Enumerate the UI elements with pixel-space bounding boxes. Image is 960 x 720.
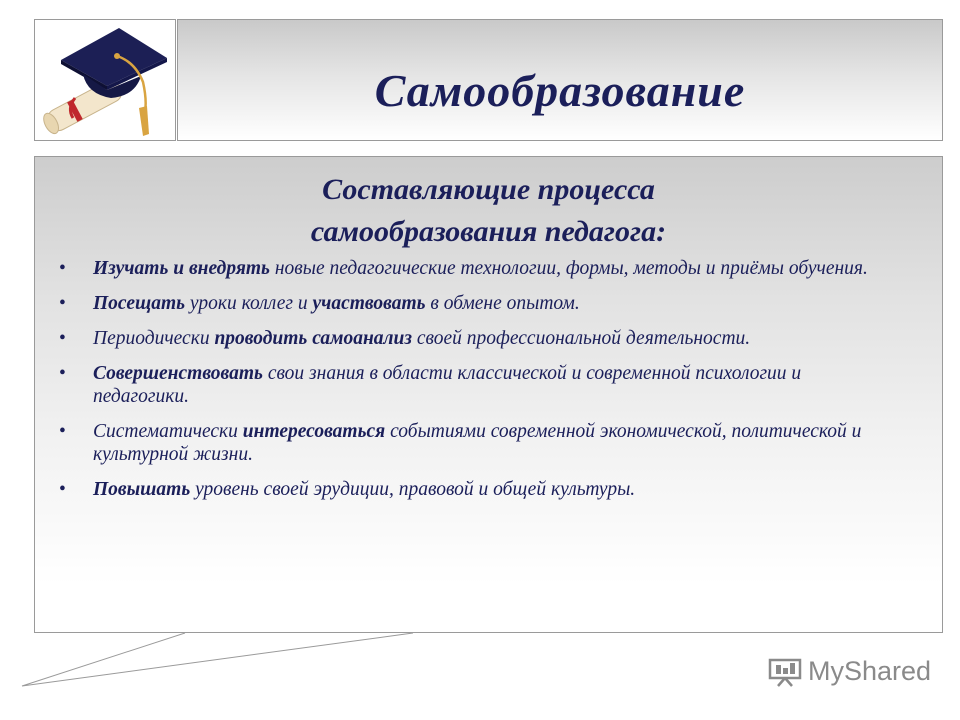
bullet-item: • Совершенствовать свои знания в области классической и современной психологии и педагогики. [55,362,895,408]
bullet-item: • Повышать уровень своей эрудиции, правовой и общей культуры. [55,478,895,501]
presentation-board-icon [768,657,802,687]
subtitle-line-1: Составляющие процесса [322,173,655,206]
bullet-item: • Периодически проводить самоанализ своей профессиональной деятельности. [55,327,895,350]
bullet-item: • Изучать и внедрять новые педагогические технологии, формы, методы и приёмы обучения. [55,257,895,280]
subtitle-line-2: самообразования педагога: [310,215,667,248]
bullet-item: • Посещать уроки коллег и участвовать в обмене опытом. [55,292,895,315]
page-title: Самообразование [374,65,746,116]
bullet-item: • Систематически интересоваться событиями современной экономической, политической и культурной жизни. [55,420,895,466]
watermark-text: MyShared [808,656,932,686]
watermark [768,656,931,687]
